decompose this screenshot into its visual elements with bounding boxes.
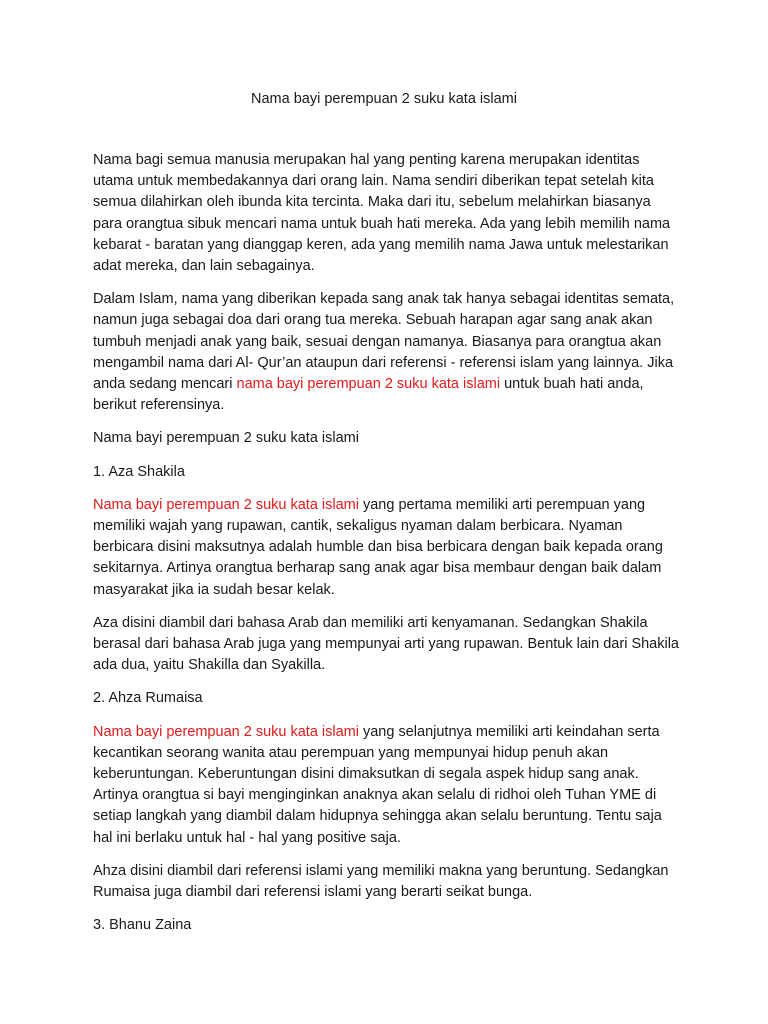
paragraph-text: Dalam Islam, nama yang diberikan kepada sang anak tak hanya sebagai identitas semata, namun juga sebagai doa dari orang tua mereka. Sebuah harapan agar sang anak akan tumbuh menjadi anak yang baik, sesuai dengan namanya. Biasanya para orangtua akan mengambil nama dari Al- Qur’an ataupun dari referensi - referensi islam yang lainnya. Jika anda sedang mencari bbox=[93, 291, 675, 393]
highlight-link-text: nama bayi perempuan 2 suku kata islami bbox=[236, 376, 501, 393]
paragraph-name-2-origin: Ahza disini diambil dari referensi islami yang memiliki makna yang beruntung. Sedangkan Rumaisa juga diambil dari referensi islami yang berarti seikat bunga. bbox=[93, 862, 669, 901]
paragraph-name-1-origin: Aza disini diambil dari bahasa Arab dan memiliki arti kenyamanan. Sedangkan Shakila berasal dari bahasa Arab juga yang mempunyai arti yang rupawan. Bentuk lain dari Shakila ada dua, yaitu Shakilla dan Syakilla. bbox=[93, 614, 679, 674]
highlight-link-text: Nama bayi perempuan 2 suku kata islami bbox=[93, 496, 359, 513]
page-title: Nama bayi perempuan 2 suku kata islami bbox=[251, 91, 517, 107]
name-heading-2: 2. Ahza Rumaisa bbox=[93, 690, 203, 707]
name-heading-1: 1. Aza Shakila bbox=[93, 463, 185, 480]
highlight-link-text: Nama bayi perempuan 2 suku kata islami bbox=[93, 723, 359, 740]
paragraph-name-1-desc bbox=[93, 495, 683, 601]
paragraph-name-2-desc bbox=[93, 722, 683, 849]
paragraph-islam bbox=[93, 289, 683, 416]
name-heading-3: 3. Bhanu Zaina bbox=[93, 917, 192, 934]
section-heading: Nama bayi perempuan 2 suku kata islami bbox=[93, 430, 359, 447]
paragraph-intro: Nama bagi semua manusia merupakan hal yang penting karena merupakan identitas utama untuk membedakannya dari orang lain. Nama sendiri diberikan tepat setelah kita semua dilahirkan oleh ibunda kita tercinta. Maka dari itu, sebelum melahirkan biasanya para orangtua sibuk mencari nama untuk buah hati mereka. Ada yang lebih memilih nama kebarat - baratan yang dianggap keren, ada yang memilih nama Jawa untuk melestarikan adat mereka, dan lain sebagainya. bbox=[93, 152, 671, 275]
paragraph-text: yang pertama memiliki arti perempuan yang memiliki wajah yang rupawan, cantik, sekaligus nyaman dalam berbicara. Nyaman berbicara disini maksutnya adalah humble dan bisa berbicara dengan baik kepada orang sekitarnya. Artinya orangtua berharap sang anak agar bisa membaur dengan baik dalam masyarakat jika ia sudah besar kelak. bbox=[93, 496, 663, 598]
paragraph-text: untuk buah hati anda, berikut referensinya. bbox=[93, 376, 644, 414]
paragraph-text: yang selanjutnya memiliki arti keindahan serta kecantikan seorang wanita atau perempuan yang mempunyai hidup penuh akan keberuntungan. Keberuntungan disini dimaksutkan di segala aspek hidup sang anak. Artinya orangtua si bayi menginginkan anaknya akan selalu di ridhoi oleh Tuhan YME di setiap langkah yang diambil dalam hidupnya sehingga akan selalu beruntung. Tentu saja hal ini berlaku untuk hal - hal yang positive saja. bbox=[93, 723, 662, 846]
document-body bbox=[93, 150, 683, 949]
